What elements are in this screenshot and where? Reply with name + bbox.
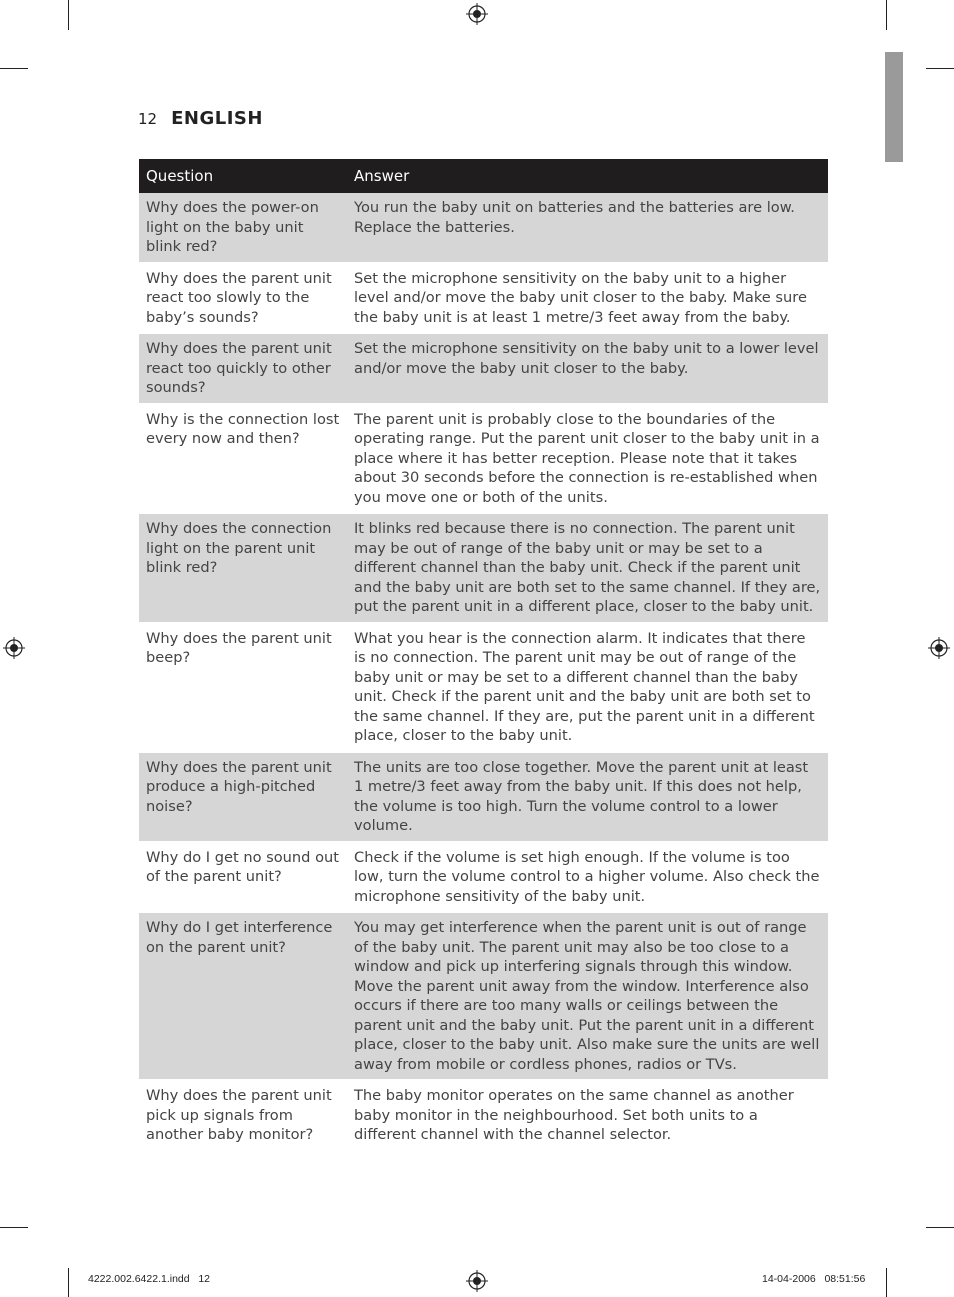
crop-mark xyxy=(886,1268,887,1297)
footer-file-name: 4222.002.6422.1.indd 12 xyxy=(88,1273,211,1285)
registration-mark-icon xyxy=(466,1270,488,1292)
footer-timestamp: 14-04-2006 08:51:56 xyxy=(762,1273,866,1285)
table-row xyxy=(139,912,828,1080)
crop-mark xyxy=(0,1227,28,1228)
table-row xyxy=(139,263,828,334)
question-cell: Why does the connection light on the parent unit blink red? xyxy=(139,513,347,623)
crop-mark xyxy=(926,68,954,69)
table-header-row xyxy=(139,159,828,193)
answer-cell: You may get interference when the parent unit is out of range of the baby unit. The parent unit may also be too close to a window and pick up interfering signals through this window. Move the parent unit away from the window. Interference also occurs if there are too many walls or ceilings between the parent unit and the baby unit. Put the parent unit in a different place, closer to the baby unit. Also make sure the units are well away from mobile or cordless phones, radios or TVs. xyxy=(347,912,828,1080)
question-cell: Why does the parent unit pick up signals from another baby monitor? xyxy=(139,1080,347,1150)
question-cell: Why do I get no sound out of the parent unit? xyxy=(139,842,347,913)
table-row xyxy=(139,333,828,404)
answer-cell: Check if the volume is set high enough. If the volume is too low, turn the volume control to a higher volume. Also check the microphone sensitivity of the baby unit. xyxy=(347,842,828,913)
section-title: ENGLISH xyxy=(171,108,263,129)
page-header xyxy=(138,108,263,129)
crop-mark xyxy=(0,68,28,69)
question-cell: Why does the parent unit react too quickly to other sounds? xyxy=(139,333,347,404)
section-tab-marker xyxy=(885,52,903,162)
question-cell: Why does the power-on light on the baby unit blink red? xyxy=(139,193,347,263)
column-header-question: Question xyxy=(139,159,347,193)
question-cell: Why does the parent unit produce a high-pitched noise? xyxy=(139,752,347,842)
crop-mark xyxy=(68,1268,69,1297)
table-row xyxy=(139,1080,828,1150)
crop-mark xyxy=(68,0,69,30)
troubleshooting-table xyxy=(139,159,828,1150)
table-row xyxy=(139,623,828,752)
table-row xyxy=(139,752,828,842)
page-number: 12 xyxy=(138,110,158,128)
answer-cell: The parent unit is probably close to the boundaries of the operating range. Put the parent unit closer to the baby unit in a place where it has better reception. Please note that it takes about 30 seconds before the connection is re-established when you move one or both of the units. xyxy=(347,404,828,514)
registration-mark-icon xyxy=(3,637,25,659)
table-row xyxy=(139,513,828,623)
answer-cell: It blinks red because there is no connection. The parent unit may be out of range of the baby unit or may be set to a different channel than the baby unit. Check if the parent unit and the baby unit are both set to the same channel. If they are, put the parent unit in a different place, closer to the baby unit. xyxy=(347,513,828,623)
answer-cell: What you hear is the connection alarm. It indicates that there is no connection. The parent unit may be out of range of the baby unit or may be set to a different channel than the baby unit. Check if the parent unit and the baby unit are both set to the same channel. If they are, put the parent unit in a different place, closer to the baby unit. xyxy=(347,623,828,752)
answer-cell: Set the microphone sensitivity on the baby unit to a lower level and/or move the baby unit closer to the baby. xyxy=(347,333,828,404)
answer-cell: The units are too close together. Move the parent unit at least 1 metre/3 feet away from the baby unit. If this does not help, the volume is too high. Turn the volume control to a lower volume. xyxy=(347,752,828,842)
question-cell: Why do I get interference on the parent unit? xyxy=(139,912,347,1080)
table-row xyxy=(139,193,828,263)
answer-cell: Set the microphone sensitivity on the baby unit to a higher level and/or move the baby unit closer to the baby. Make sure the baby unit is at least 1 metre/3 feet away from the baby. xyxy=(347,263,828,334)
column-header-answer: Answer xyxy=(347,159,828,193)
table-row xyxy=(139,404,828,514)
question-cell: Why is the connection lost every now and then? xyxy=(139,404,347,514)
crop-mark xyxy=(926,1227,954,1228)
question-cell: Why does the parent unit react too slowly to the baby’s sounds? xyxy=(139,263,347,334)
question-cell: Why does the parent unit beep? xyxy=(139,623,347,752)
registration-mark-icon xyxy=(928,637,950,659)
registration-mark-icon xyxy=(466,3,488,25)
table-row xyxy=(139,842,828,913)
answer-cell: You run the baby unit on batteries and the batteries are low. Replace the batteries. xyxy=(347,193,828,263)
answer-cell: The baby monitor operates on the same channel as another baby monitor in the neighbourhood. Set both units to a different channel with the channel selector. xyxy=(347,1080,828,1150)
crop-mark xyxy=(886,0,887,30)
